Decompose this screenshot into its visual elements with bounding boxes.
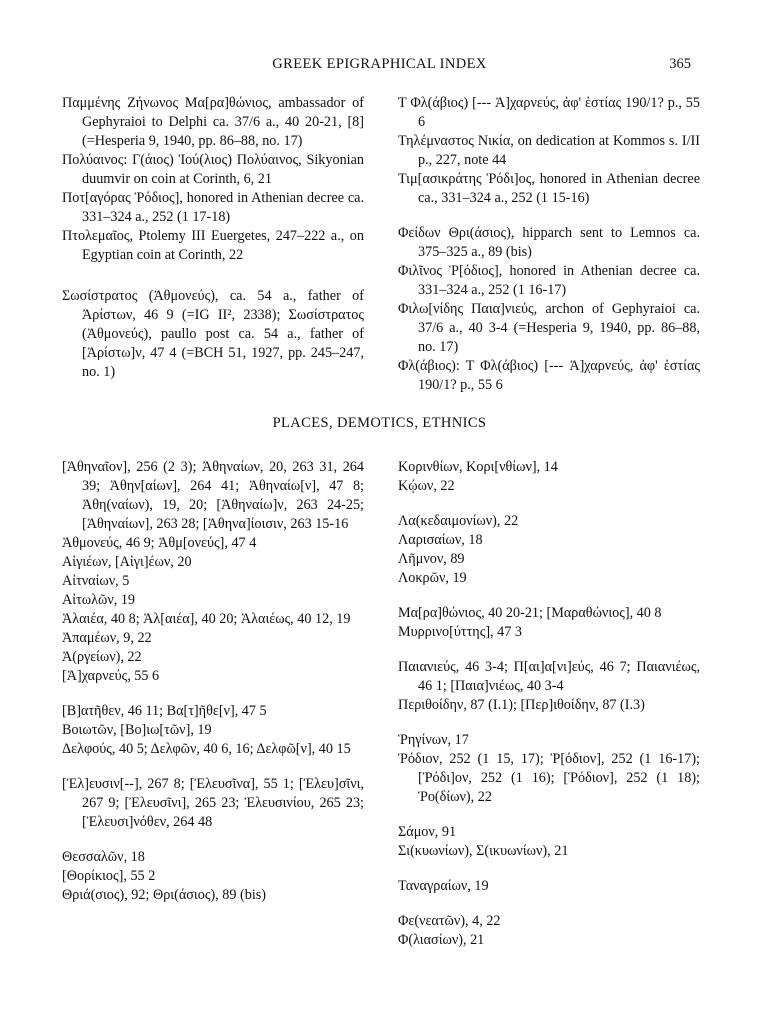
index-entry: Λαρισαίων, 18 [398, 532, 483, 548]
index-entry: Σωσίστρατος (Ἀθμονεύς), ca. 54 a., father of Ἀρίστων, 46 9 (=IG II², 2338); Σωσίστρατος (Ἀθμονεύς), paullo post ca. 54 a., father of [Ἀρίστω]ν, 47 4 (=BCH 51, 1927, pp. 245–247, no. 1) [62, 288, 364, 380]
index-entry: Σι(κυωνίων), Σ(ικυωνίων), 21 [398, 843, 569, 859]
index-entry: Ἀ(ργείων), 22 [62, 649, 142, 665]
index-entry: Ἀθμονεύς, 46 9; Ἀθμ[ονεύς], 47 4 [62, 535, 257, 551]
index-entry: Ῥηγίνων, 17 [398, 732, 469, 748]
index-entry: Φε(νεατῶν), 4, 22 [398, 913, 501, 929]
index-entry: Μυρρινο[ύττης], 47 3 [398, 624, 522, 640]
index-entry: Ῥόδιον, 252 (1 15, 17); Ῥ[όδιον], 252 (1 16-17); [Ῥόδι]ον, 252 (1 16); [Ῥόδιον], 252 (1 18); Ῥο(δίων), 22 [398, 751, 700, 805]
index-entry: Δελφούς, 40 5; Δελφῶν, 40 6, 16; Δελφῶ[ν], 40 15 [62, 741, 351, 757]
index-entry: Πολύαινος: Γ(άιος) Ἰού(λιος) Πολύαινος, Sikyonian duumvir on coin at Corinth, 6, 21 [62, 152, 364, 187]
section-heading: PLACES, DEMOTICS, ETHNICS [272, 415, 487, 431]
index-entry: Πτολεμαῖος, Ptolemy III Euergetes, 247–222 a., on Egyptian coin at Corinth, 22 [62, 228, 364, 263]
index-entry: Περιθοίδην, 87 (I.1); [Περ]ιθοίδην, 87 (I.3) [398, 697, 645, 713]
index-entry: Κορινθίων, Κορι[νθίων], 14 [398, 459, 558, 475]
index-entry: Παιανιεύς, 46 3-4; Π[αι]α[νι]εύς, 46 7; Παιανιέως, 46 1; [Παια]νιέως, 40 3-4 [398, 659, 700, 694]
index-entry: Αἰγιέων, [Αἰγι]έων, 20 [62, 554, 192, 570]
index-entry: Τηλέμναστος Νικία, on dedication at Kommos s. I/II p., 227, note 44 [398, 133, 700, 168]
index-entry: Θεσσαλῶν, 18 [62, 849, 145, 865]
index-entry: Βοιωτῶν, [Βο]ιω[τῶν], 19 [62, 722, 212, 738]
running-header: GREEK EPIGRAPHICAL INDEX [272, 56, 487, 72]
persons-column-left [62, 94, 364, 382]
index-entry: [Ἐλ]ευσιν[--], 267 8; [Ἐλευσῖνα], 55 1; [Ἐλευ]σῖνι, 267 9; [Ἐλευσῖνι], 265 23; Ἐλευσινίου, 265 23; [Ἐλευσι]νόθεν, 264 48 [62, 776, 364, 830]
index-entry: Αἰτναίων, 5 [62, 573, 130, 589]
index-entry: Ἁλαιέα, 40 8; Ἁλ[αιέα], 40 20; Ἁλαιέως, 40 12, 19 [62, 611, 351, 627]
index-entry: Φείδων Θρι(άσιος), hipparch sent to Lemnos ca. 375–325 a., 89 (bis) [398, 225, 700, 260]
index-entry: [Β]ατῆθεν, 46 11; Βα[τ]ῆθε[ν], 47 5 [62, 703, 267, 719]
index-entry: Φ(λιασίων), 21 [398, 932, 485, 948]
index-entry: Λῆμνον, 89 [398, 551, 465, 567]
index-entry: Κῴων, 22 [398, 478, 455, 494]
page-number: 365 [669, 56, 691, 72]
places-column-left [62, 458, 364, 905]
index-entry: [Ἀ]χαρνεύς, 55 6 [62, 668, 160, 684]
index-entry: Παμμένης Ζήνωνος Μα[ρα]θώνιος, ambassador of Gephyraioi to Delphi ca. 37/6 a., 40 20-21, [8] (=Hesperia 9, 1940, pp. 86–88, no. 17) [62, 95, 364, 149]
index-entry: [Θορίκιος], 55 2 [62, 868, 156, 884]
index-entry: Φιλω[νίδης Παια]νιεύς, archon of Gephyraioi ca. 37/6 a., 40 3-4 (=Hesperia 9, 1940, pp. 86–88, no. 17) [398, 301, 700, 355]
index-entry: Αἰτωλῶν, 19 [62, 592, 136, 608]
index-entry: Λα(κεδαιμονίων), 22 [398, 513, 519, 529]
index-entry: Σάμον, 91 [398, 824, 457, 840]
index-entry: Ταναγραίων, 19 [398, 878, 489, 894]
index-entry: Θριά(σιος), 92; Θρι(άσιος), 89 (bis) [62, 887, 267, 903]
index-entry: Φλ(άβιος): Τ Φλ(άβιος) [--- Ἀ]χαρνεύς, ἀφ' ἑστίας 190/1? p., 55 6 [398, 358, 700, 393]
index-entry: Φιλῖνος Ῥ[όδιος], honored in Athenian decree ca. 331–324 a., 252 (1 16-17) [398, 263, 700, 298]
index-entry: Ποτ[αγόρας Ῥόδιος], honored in Athenian decree ca. 331–324 a., 252 (1 17-18) [62, 190, 364, 225]
places-column-right [398, 458, 700, 950]
index-entry: Τ Φλ(άβιος) [--- Ἀ]χαρνεύς, ἀφ' ἑστίας 190/1? p., 55 6 [398, 95, 700, 130]
index-entry: Τιμ[ασικράτης Ῥόδι]ος, honored in Athenian decree ca., 331–324 a., 252 (1 15-16) [398, 171, 700, 206]
index-entry: [Ἀθηναῖον], 256 (2 3); Ἀθηναίων, 20, 263 31, 264 39; Ἀθην[αίων], 264 41; Ἀθηναίω[ν], 47 8; Ἀθη(ναίων), 19, 20; [Ἀθηναίω]ν, 263 24-25; [Ἀθηναίων], 263 28; [Ἀθηνα]ίοισιν, 263 15-16 [62, 459, 364, 532]
index-entry: Λοκρῶν, 19 [398, 570, 467, 586]
index-entry: Μα[ρα]θώνιος, 40 20-21; [Μαραθώνιος], 40 8 [398, 605, 662, 621]
persons-column-right [398, 94, 700, 395]
index-entry: Ἀπαμέων, 9, 22 [62, 630, 152, 646]
